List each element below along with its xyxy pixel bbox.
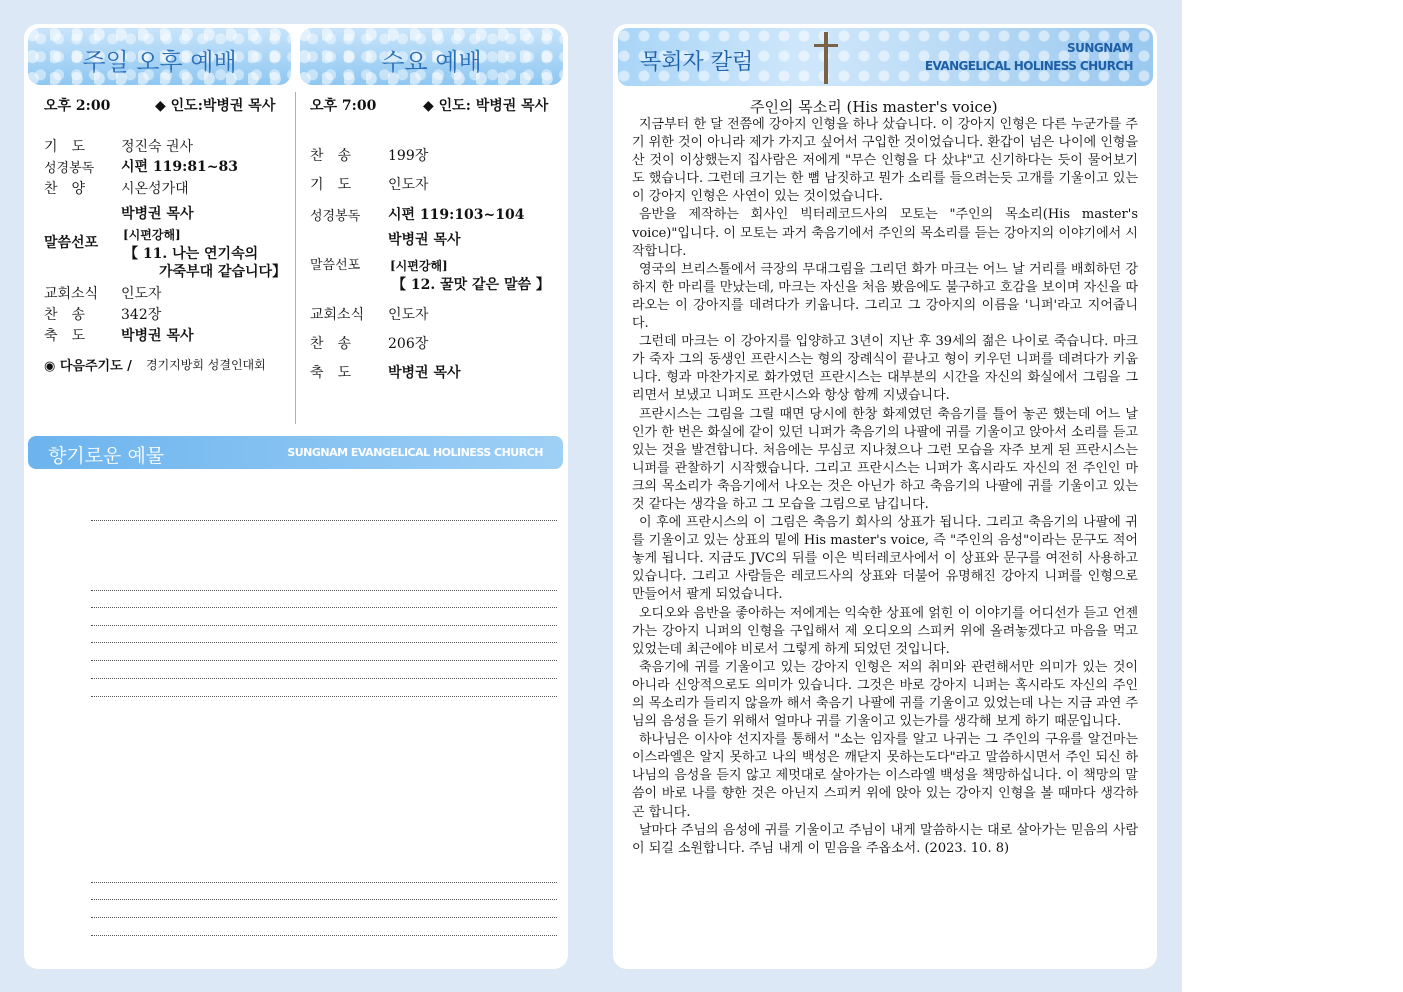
sunday-sermon-title-2: 가죽부대 같습니다】	[159, 264, 287, 280]
offering-line	[91, 678, 557, 679]
wednesday-scripture-label: 성경봉독	[310, 209, 361, 224]
sunday-service-title: 주일 오후 예배	[82, 48, 237, 76]
sunday-hymn-value: 342장	[121, 307, 162, 323]
offering-line	[91, 642, 557, 643]
offering-line	[91, 882, 557, 883]
column-title: 목회자 칼럼	[640, 50, 754, 75]
wednesday-hymn2-value: 206장	[388, 336, 429, 352]
offering-church-name: SUNGNAM EVANGELICAL HOLINESS CHURCH	[287, 446, 543, 459]
sunday-prayer-value: 정진숙 권사	[121, 139, 194, 155]
wednesday-sermon-series: [시편강해]	[390, 259, 448, 273]
offering-line	[91, 590, 557, 591]
cross-icon-bar	[814, 44, 838, 47]
offering-header	[28, 436, 563, 469]
wednesday-hymn2-label: 찬 송	[310, 336, 352, 352]
sunday-benediction-value: 박병권 목사	[121, 328, 194, 344]
essay-paragraph: 음반을 제작하는 회사인 빅터레코드사의 모토는 "주인의 목소리(His master's voice)"입니다. 이 모토는 과거 축음기에서 주인의 목소리를 듣는 강아지의 이야기에서 시작합니다.	[632, 207, 1138, 259]
wednesday-sermon-title: 【 12. 꿀맛 같은 말씀 】	[392, 277, 550, 293]
essay-paragraph: 그런데 마크는 이 강아지를 입양하고 3년이 지난 후 39세의 젊은 나이로 죽습니다. 마크가 죽자 그의 동생인 프란시스는 형의 장례식이 끝나고 형이 키우던 니퍼를 데려다가 키웁니다. 형과 마찬가지로 화가였던 프란시스는 대부분의 시간을 자신의 화실에서 그림을 그리면서 보냈고 니퍼도 프란시스와 항상 함께 지냈습니다.	[632, 334, 1138, 404]
sunday-leader: ◆ 인도:박병권 목사	[155, 98, 276, 114]
column-church-line1: SUNGNAM	[1066, 41, 1133, 55]
offering-line	[91, 660, 557, 661]
wednesday-time: 오후 7:00	[310, 98, 377, 114]
sunday-service-header	[28, 28, 291, 85]
essay-paragraph: 날마다 주님의 음성에 귀를 기울이고 주님이 내게 말씀하시는 대로 살아가는 믿음의 사람이 되길 소원합니다. 주님 내게 이 믿음을 주옵소서. (2023. 10. 8)	[632, 822, 1138, 856]
wednesday-hymn1-label: 찬 송	[310, 148, 352, 164]
wednesday-news-label: 교회소식	[310, 307, 365, 323]
essay-paragraph: 영국의 브리스톨에서 극장의 무대그림을 그리던 화가 마크는 어느 날 거리를 배회하던 강하지 한 마리를 만났는데, 마크는 자신을 처음 봤음에도 불구하고 호감을 보이며 자신을 따라오는 이 강아지를 데려다가 키웁니다. 그리고 그 강아지의 이름을 '니퍼'라고 지어줍니다.	[632, 261, 1138, 332]
column-divider	[295, 92, 296, 424]
offering-title: 향기로운 예물	[48, 445, 165, 467]
offering-line	[91, 696, 557, 697]
essay-title: 주인의 목소리 (His master's voice)	[750, 98, 998, 116]
wednesday-service-title: 수요 예배	[381, 48, 482, 76]
essay-paragraph: 프란시스는 그림을 그릴 때면 당시에 한창 화제였던 축음기를 틀어 놓곤 했는데 어느 날인가 한 번은 화실에 같이 있던 니퍼가 축음기의 나팔에 귀를 기울이고 앉아서 소리를 듣고 있는 것을 발견합니다. 처음에는 무심코 지나쳤으나 그런 모습을 자주 보게 된 프란시스는 니퍼를 관찰하기 시작했습니다. 그리고 프란시스는 니퍼가 혹시라도 자신의 전 주인인 마크의 목소리가 축음기에서 나오는 것은 아닌가 하고 축음기의 나팔에 귀를 기울이고 있는 것 같다는 생각을 하고 그 모습을 그림으로 남깁니다.	[632, 406, 1138, 512]
essay-paragraph: 오디오와 음반을 좋아하는 저에게는 익숙한 상표에 얽힌 이 이야기를 어디선가 듣고 언젠가는 강아지 니퍼의 인형을 구입해서 제 오디오의 스피커 위에 올려놓겠다고 마음을 먹고 있었는데 최근에야 비로서 그렇게 하게 되었던 것입니다.	[632, 605, 1138, 657]
sunday-prayer-label: 기 도	[44, 139, 86, 155]
wednesday-hymn1-value: 199장	[388, 148, 429, 164]
wednesday-service-header	[300, 28, 563, 85]
next-prayer-label: ◉ 다음주기도 /	[44, 359, 132, 374]
next-prayer-value: 경기지방회 성결인대회	[146, 358, 266, 372]
sunday-scripture-label: 성경봉독	[44, 161, 95, 176]
offering-line	[91, 625, 557, 626]
sunday-scripture-value: 시편 119:81~83	[121, 159, 239, 175]
wednesday-prayer-value: 인도자	[388, 177, 429, 193]
sunday-sermon-title-1: 【 11. 나는 연기속의	[124, 246, 259, 262]
offering-line	[91, 917, 557, 918]
sunday-time: 오후 2:00	[44, 98, 111, 114]
wednesday-prayer-label: 기 도	[310, 177, 352, 193]
sunday-sermon-label: 말씀선포	[44, 235, 99, 251]
essay-paragraph: 하나님은 이사야 선지자를 통해서 "소는 임자를 알고 나귀는 그 주인의 구유를 알건마는 이스라엘은 알지 못하고 나의 백성은 깨닫지 못하는도다"라고 말씀하시면서 주인 되신 하나님의 음성을 듣지 않고 제멋대로 살아가는 이스라엘 백성을 책망하십니다. 이 책망의 말씀이 바로 나를 향한 것은 아닌지 스피커 위에 앉아 있는 강아지 인형을 볼 때마다 생각하곤 합니다.	[632, 732, 1138, 820]
wednesday-benediction-label: 축 도	[310, 365, 352, 381]
essay-paragraph: 축음기에 귀를 기울이고 있는 강아지 인형은 저의 취미와 관련해서만 의미가 있는 것이 아니라 신앙적으로도 의미가 있습니다. 그것은 바로 강아지 니퍼는 혹시라도 자신의 주인의 목소리가 들리지 않을까 해서 축음기 나팔에 귀를 기울이고 있었는데 나는 지금 과연 주님의 음성을 듣기 위해서 얼마나 귀를 기울이고 있는가를 생각해 보게 하기 때문입니다.	[632, 659, 1138, 730]
wednesday-benediction-value: 박병권 목사	[388, 365, 461, 381]
sunday-preacher: 박병권 목사	[121, 206, 194, 222]
sunday-hymn-label: 찬 송	[44, 307, 86, 323]
offering-line	[91, 607, 557, 608]
wednesday-preacher: 박병권 목사	[388, 232, 461, 248]
sunday-praise-value: 시온성가대	[121, 181, 189, 197]
wednesday-leader: ◆ 인도: 박병권 목사	[423, 98, 549, 114]
wednesday-scripture-value: 시편 119:103~104	[388, 207, 525, 223]
sunday-sermon-series: [시편강해]	[123, 228, 181, 242]
cross-icon	[824, 32, 828, 84]
essay-body	[632, 116, 1138, 858]
sunday-praise-label: 찬 양	[44, 181, 86, 197]
offering-line	[91, 520, 557, 521]
sunday-benediction-label: 축 도	[44, 328, 86, 344]
sunday-news-label: 교회소식	[44, 286, 99, 302]
offering-line	[91, 935, 557, 936]
offering-line	[91, 899, 557, 900]
essay-paragraph: 이 후에 프란시스의 이 그림은 축음기 회사의 상표가 됩니다. 그리고 축음기의 나팔에 귀를 기울이고 있는 상표의 밑에 His master's voice, 즉 "주인의 음성"이라는 문구도 적어 놓게 됩니다. 지금도 JVC의 뒤를 이은 빅터레코사에서 이 상표와 문구를 여전히 사용하고 있습니다. 그리고 사람들은 레코드사의 상표와 더불어 유명해진 강아지 니퍼를 인형으로 만들어서 팔게 되었습니다.	[632, 515, 1138, 603]
left-panel	[24, 24, 568, 969]
column-church-line2: EVANGELICAL HOLINESS CHURCH	[924, 59, 1133, 73]
essay-paragraph: 지금부터 한 달 전쯤에 강아지 인형을 하나 샀습니다. 이 강아지 인형은 다른 누군가를 주기 위한 것이 아니라 제가 가지고 싶어서 구입한 것이었습니다. 환갑이 넘은 나이에 인형을 산 것이 이상했는지 집사람은 저에게 "무슨 인형을 다 샀냐"고 신기하다는 듯이 물어보기도 했습니다. 그런데 크기는 한 뼘 남짓하고 뭔가 소리를 들으려는듯 고개를 기울이고 있는 이 강아지 인형은 사연이 있는 것이었습니다.	[632, 117, 1138, 205]
sunday-news-value: 인도자	[121, 286, 162, 302]
wednesday-news-value: 인도자	[388, 307, 429, 323]
column-header	[618, 28, 1153, 86]
wednesday-sermon-label: 말씀선포	[310, 258, 361, 273]
